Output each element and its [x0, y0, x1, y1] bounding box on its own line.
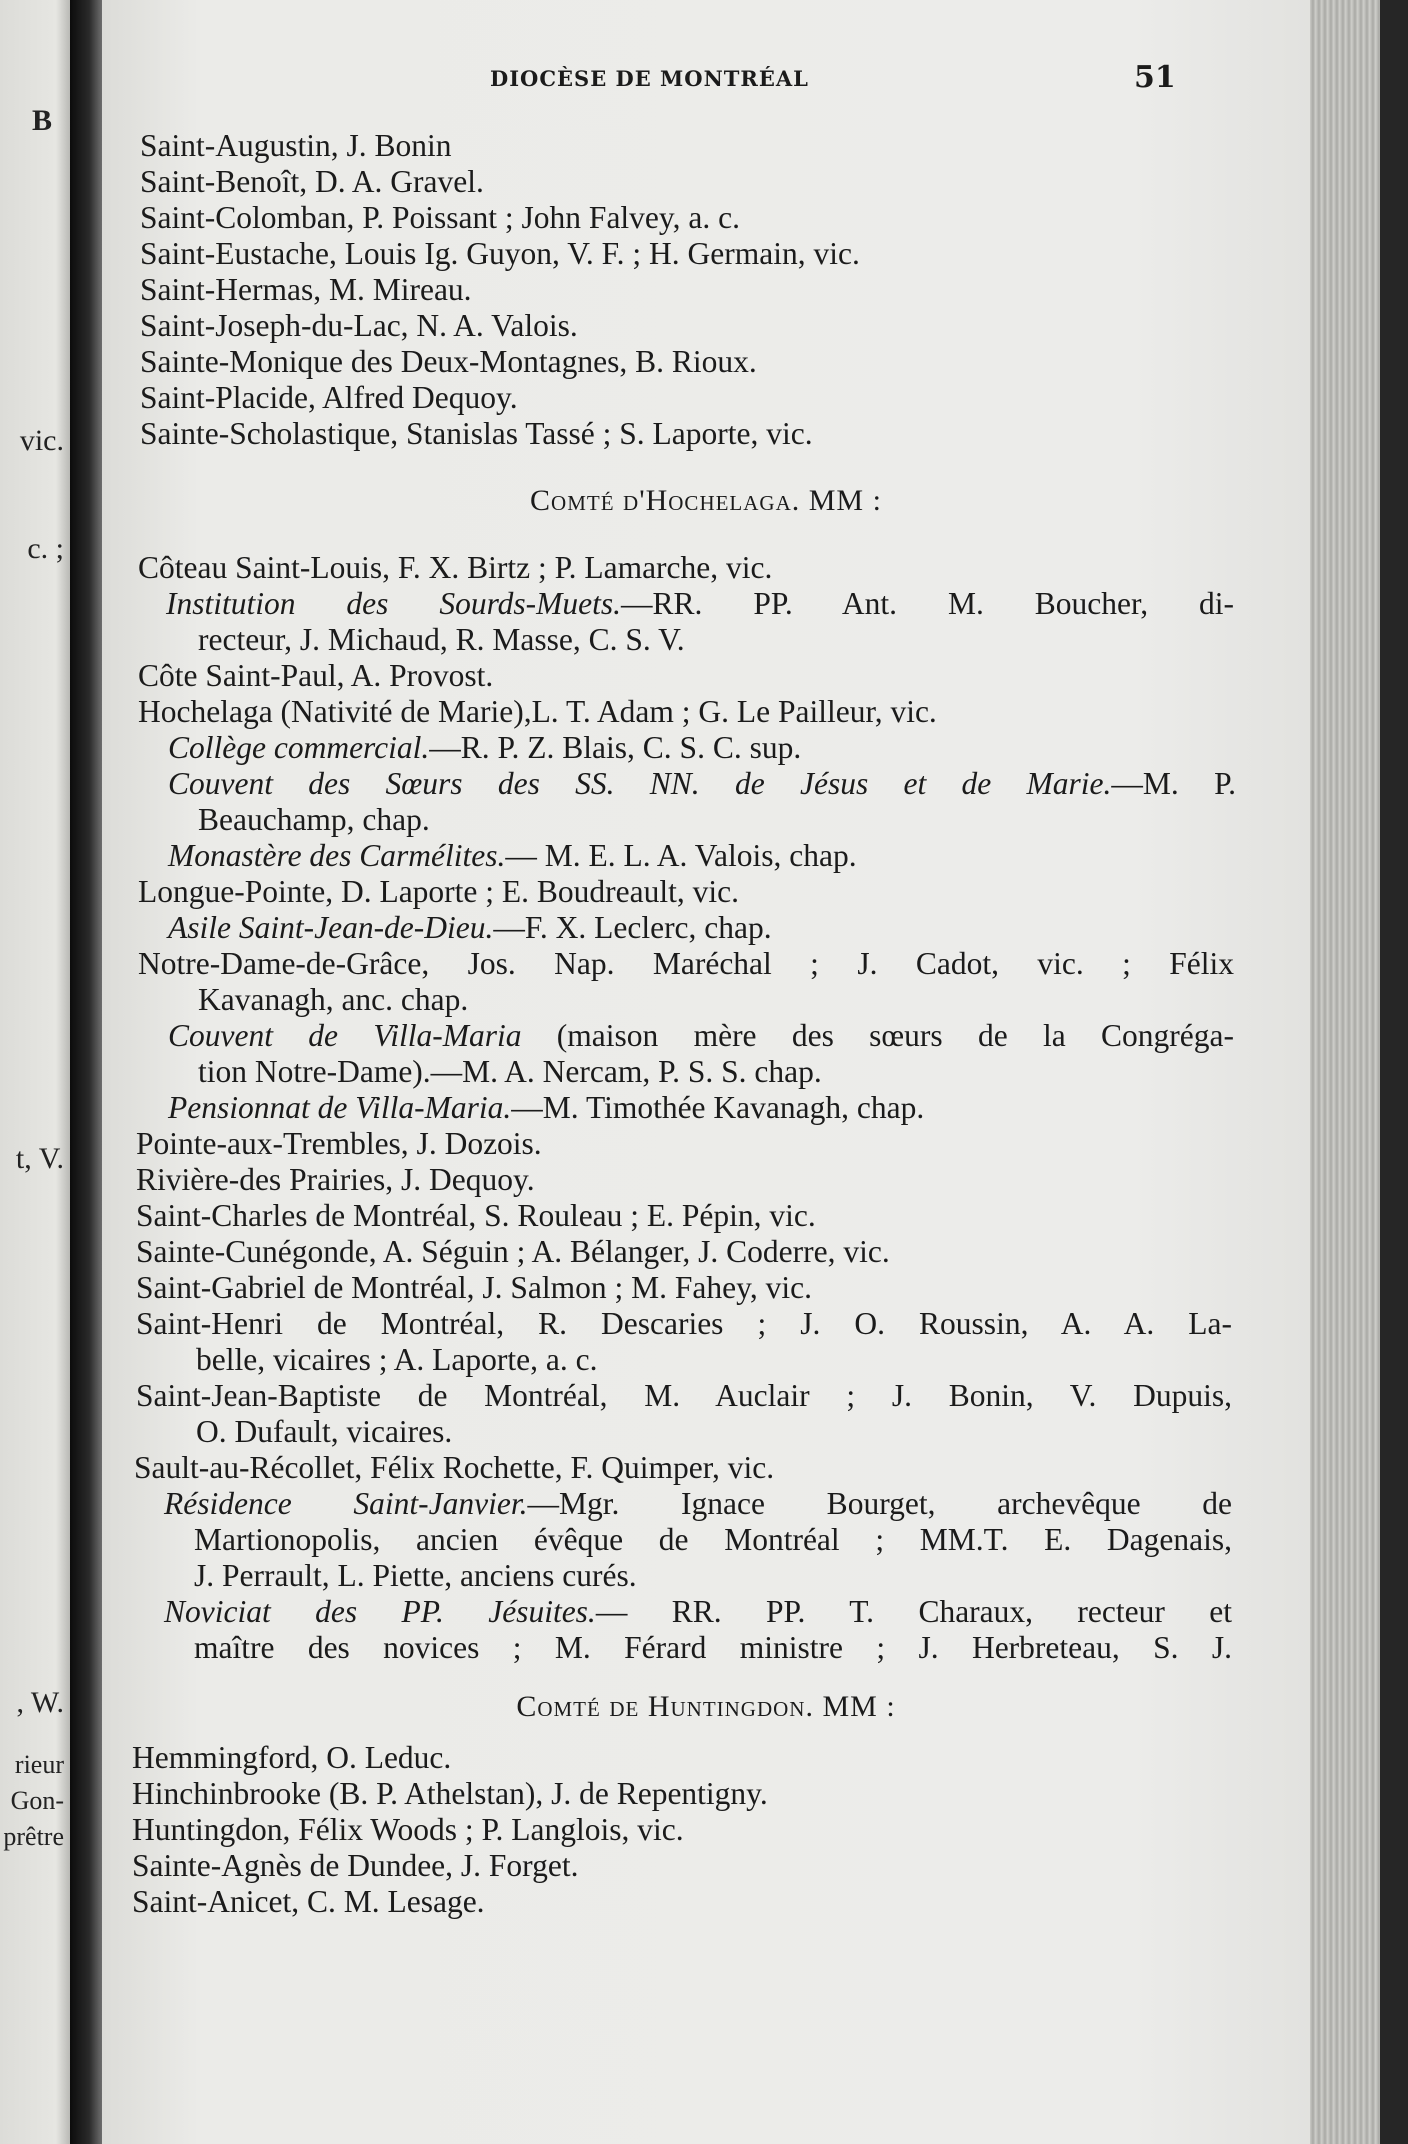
book-page — [102, 0, 1310, 2144]
left-page-fragment: t, V. — [15, 1142, 64, 1175]
institution-staff: —M. P. — [1111, 766, 1236, 801]
institution-name: Couvent de Villa-Maria — [168, 1018, 522, 1053]
institution-name: Couvent des Sœurs des SS. NN. de Jésus et de Marie. — [168, 766, 1112, 801]
background-shadow — [1380, 0, 1408, 2144]
parish-entry: Saint-Benoît, D. A. Gravel. — [140, 164, 484, 199]
entry-continuation: recteur, J. Michaud, R. Masse, C. S. V. — [198, 622, 685, 657]
left-page-fragment: vic. — [19, 424, 64, 457]
parish-entry: Sainte-Scholastique, Stanislas Tassé ; S. Laporte, vic. — [140, 416, 813, 451]
book-gutter — [70, 0, 102, 2144]
parish-entry: Pointe-aux-Trembles, J. Dozois. — [136, 1126, 542, 1161]
parish-entry: Hochelaga (Nativité de Marie),L. T. Adam ; G. Le Pailleur, vic. — [138, 694, 937, 729]
institution-entry — [168, 1090, 924, 1126]
parish-entry: Sault-au-Récollet, Félix Rochette, F. Quimper, vic. — [134, 1450, 775, 1485]
left-page-fragment: c. ; — [27, 532, 64, 565]
parish-entry: Saint-Placide, Alfred Dequoy. — [140, 380, 518, 415]
institution-entry — [164, 1594, 1232, 1630]
parish-entry: Sainte-Agnès de Dundee, J. Forget. — [132, 1848, 579, 1883]
entry-continuation: Kavanagh, anc. chap. — [198, 982, 469, 1017]
running-head — [102, 60, 1310, 106]
institution-staff: — M. E. L. A. Valois, chap. — [505, 838, 857, 873]
entry-continuation: maître des novices ; M. Férard ministre ; J. Herbreteau, S. J. — [194, 1630, 1232, 1665]
entry-continuation: J. Perrault, L. Piette, anciens curés. — [194, 1558, 637, 1593]
parish-entry: Saint-Charles de Montréal, S. Rouleau ; E. Pépin, vic. — [136, 1198, 816, 1233]
left-page-fragment: prêtre — [3, 1822, 64, 1851]
left-page-margin — [0, 0, 70, 2144]
parish-entry: Côteau Saint-Louis, F. X. Birtz ; P. Lamarche, vic. — [138, 550, 773, 585]
parish-entry: Hinchinbrooke (B. P. Athelstan), J. de Repentigny. — [132, 1776, 768, 1811]
institution-name: Noviciat des PP. Jésuites. — [164, 1594, 596, 1629]
left-page-fragment: rieur — [14, 1750, 64, 1779]
institution-name: Pensionnat de Villa-Maria. — [168, 1090, 512, 1125]
institution-staff: —F. X. Leclerc, chap. — [493, 910, 772, 945]
parish-entry: Saint-Eustache, Louis Ig. Guyon, V. F. ; H. Germain, vic. — [140, 236, 860, 271]
entry-continuation: O. Dufault, vicaires. — [196, 1414, 453, 1449]
institution-name: Institution des Sourds-Muets. — [166, 586, 622, 621]
parish-entry: Longue-Pointe, D. Laporte ; E. Boudreault, vic. — [138, 874, 739, 909]
institution-entry — [164, 1486, 1232, 1522]
parish-entry: Côte Saint-Paul, A. Provost. — [138, 658, 494, 693]
parish-entry: Rivière-des Prairies, J. Dequoy. — [136, 1162, 535, 1197]
parish-entry: Saint-Hermas, M. Mireau. — [140, 272, 472, 307]
parish-entry: Sainte-Cunégonde, A. Séguin ; A. Bélanger, J. Coderre, vic. — [136, 1234, 890, 1269]
left-page-fragment: Gon- — [10, 1786, 64, 1815]
institution-name: Résidence Saint-Janvier. — [164, 1486, 528, 1521]
institution-entry — [168, 766, 1236, 802]
institution-entry — [168, 910, 772, 946]
entry-continuation: belle, vicaires ; A. Laporte, a. c. — [196, 1342, 598, 1377]
institution-staff: —Mgr. Ignace Bourget, archevêque de — [527, 1486, 1233, 1521]
county-heading-hochelaga — [102, 484, 1310, 518]
left-page-fragment: , W. — [16, 1686, 64, 1719]
parish-entry: Saint-Anicet, C. M. Lesage. — [132, 1884, 485, 1919]
parish-entry: Saint-Gabriel de Montréal, J. Salmon ; M. Fahey, vic. — [136, 1270, 812, 1305]
institution-staff: — RR. PP. T. Charaux, recteur et — [595, 1594, 1232, 1629]
page-edge-stack — [1310, 0, 1408, 2144]
entry-continuation: Beauchamp, chap. — [198, 802, 430, 837]
parish-entry: Saint-Augustin, J. Bonin — [140, 128, 452, 163]
institution-entry — [166, 586, 1234, 622]
parish-entry: Notre-Dame-de-Grâce, Jos. Nap. Maréchal ; J. Cadot, vic. ; Félix — [138, 946, 1234, 981]
entry-continuation: Martionopolis, ancien évêque de Montréal ; MM.T. E. Dagenais, — [194, 1522, 1232, 1557]
parish-entry: Huntingdon, Félix Woods ; P. Langlois, vic. — [132, 1812, 684, 1847]
parish-entry: Sainte-Monique des Deux-Montagnes, B. Rioux. — [140, 344, 757, 379]
left-page-fragment: B — [31, 104, 52, 137]
institution-name: Asile Saint-Jean-de-Dieu. — [168, 910, 494, 945]
institution-name: Collège commercial. — [168, 730, 430, 765]
institution-name: Monastère des Carmélites. — [168, 838, 506, 873]
institution-staff: —RR. PP. Ant. M. Boucher, di- — [621, 586, 1235, 621]
institution-staff: —R. P. Z. Blais, C. S. C. sup. — [429, 730, 802, 765]
institution-entry — [168, 1018, 1234, 1054]
county-heading-text: Comté d'Hochelaga. MM : — [530, 484, 882, 517]
parish-entry: Saint-Joseph-du-Lac, N. A. Valois. — [140, 308, 578, 343]
county-heading-text: Comté de Huntingdon. MM : — [516, 1690, 896, 1723]
parish-entry: Saint-Henri de Montréal, R. Descaries ; J. O. Roussin, A. A. La- — [136, 1306, 1232, 1341]
county-heading-huntingdon — [102, 1690, 1310, 1724]
entry-continuation: tion Notre-Dame).—M. A. Nercam, P. S. S. chap. — [198, 1054, 822, 1089]
institution-entry — [168, 730, 801, 766]
institution-staff: (maison mère des sœurs de la Congréga- — [521, 1018, 1234, 1053]
parish-entry: Saint-Colomban, P. Poissant ; John Falvey, a. c. — [140, 200, 740, 235]
page-header-title: DIOCÈSE DE MONTRÉAL — [490, 66, 809, 91]
parish-entry: Saint-Jean-Baptiste de Montréal, M. Auclair ; J. Bonin, V. Dupuis, — [136, 1378, 1232, 1413]
page-number: 51 — [1134, 60, 1176, 95]
parish-entry: Hemmingford, O. Leduc. — [132, 1740, 452, 1775]
institution-staff: —M. Timothée Kavanagh, chap. — [511, 1090, 925, 1125]
institution-entry — [168, 838, 857, 874]
